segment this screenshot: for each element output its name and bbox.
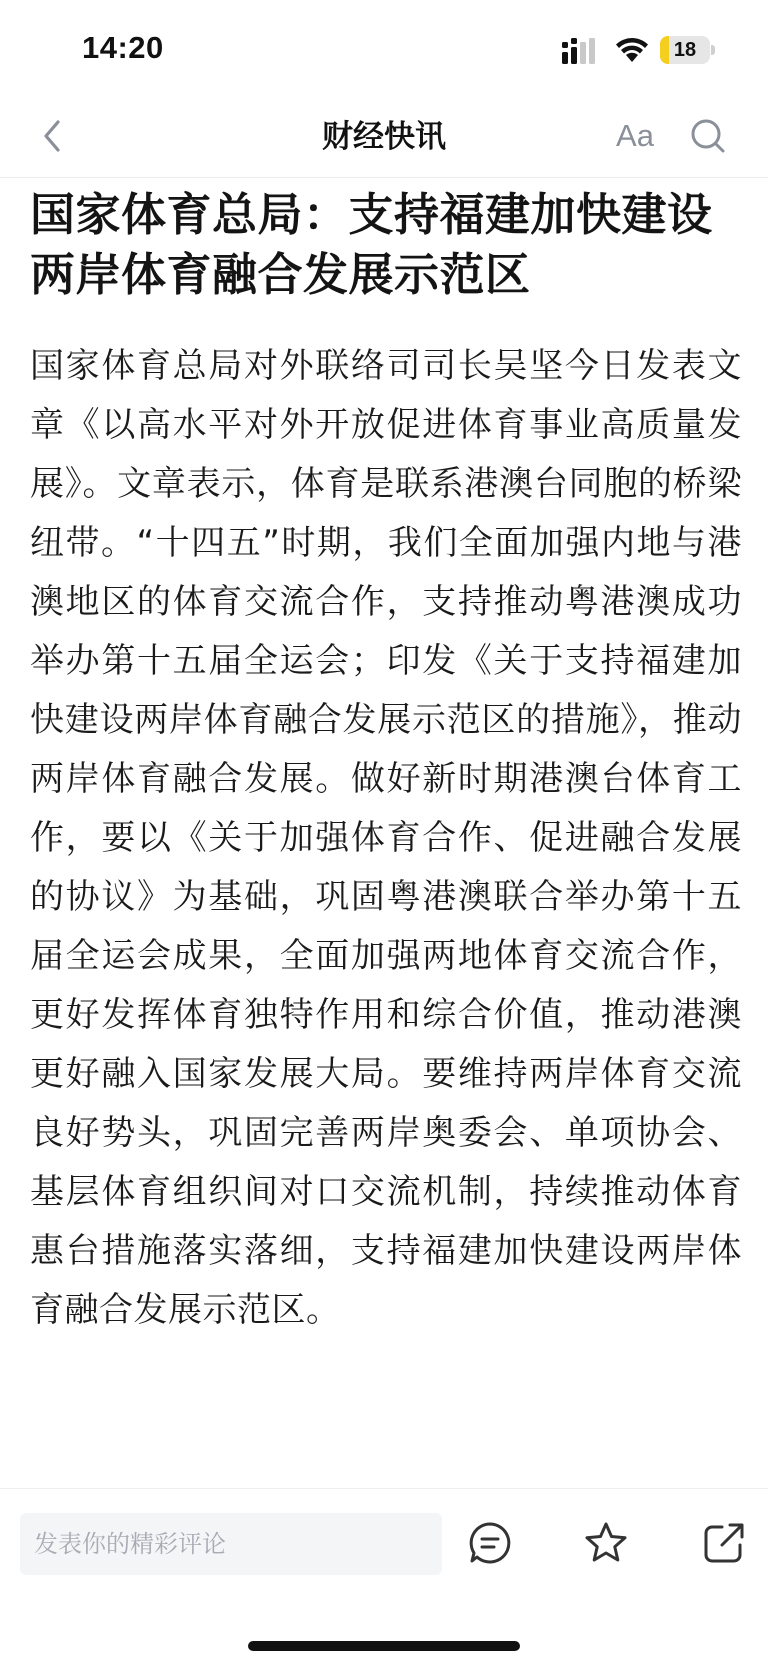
star-icon [582, 1519, 630, 1567]
bottom-toolbar [0, 1488, 768, 1663]
battery-icon [660, 36, 710, 64]
battery-level: 18 [673, 39, 697, 61]
signal-icon [562, 38, 600, 68]
share-button[interactable] [700, 1519, 748, 1567]
search-button[interactable] [688, 116, 728, 156]
article-headline: 国家体育总局：支持福建加快建设两岸体育融合发展示范区 [30, 188, 713, 301]
article [30, 185, 742, 1340]
font-size-button[interactable]: Aa [616, 118, 654, 153]
comments-button[interactable] [466, 1519, 514, 1567]
nav-bar [0, 100, 768, 178]
comment-icon [466, 1519, 514, 1567]
article-body: 国家体育总局对外联络司司长吴坚今日发表文章《以高水平对外开放促进体育事业高质量发展》。文章表示，体育是联系港澳台同胞的桥梁纽带。“十四五”时期，我们全面加强内地与港澳地区的体育交流合作，支持推动粤港澳成功举办第十五届全运会；印发《关于支持福建加快建设两岸体育融合发展示范区的措施》，推动两岸体育融合发展。做好新时期港澳台体育工作，要以《关于加强体育合作、促进融合发展的协议》为基础，巩固粤港澳联合举办第十五届全运会成果，全面加强两地体育交流合作，更好发挥体育独特作用和综合价值，推动港澳更好融入国家发展大局。要维持两岸体育交流良好势头，巩固完善两岸奥委会、单项协会、基层体育组织间对口交流机制，持续推动体育惠台措施落实落细，支持福建加快建设两岸体育融合发展示范区。 [30, 346, 742, 1330]
wifi-icon [614, 36, 650, 68]
home-indicator [248, 1641, 520, 1651]
status-time: 14:20 [82, 30, 164, 65]
battery-tip [711, 45, 715, 55]
comment-input[interactable] [20, 1513, 442, 1575]
search-icon [688, 116, 728, 156]
share-icon [700, 1519, 748, 1567]
favorite-button[interactable] [582, 1519, 630, 1567]
status-bar [0, 0, 768, 100]
page-title: 财经快讯 [322, 119, 446, 155]
